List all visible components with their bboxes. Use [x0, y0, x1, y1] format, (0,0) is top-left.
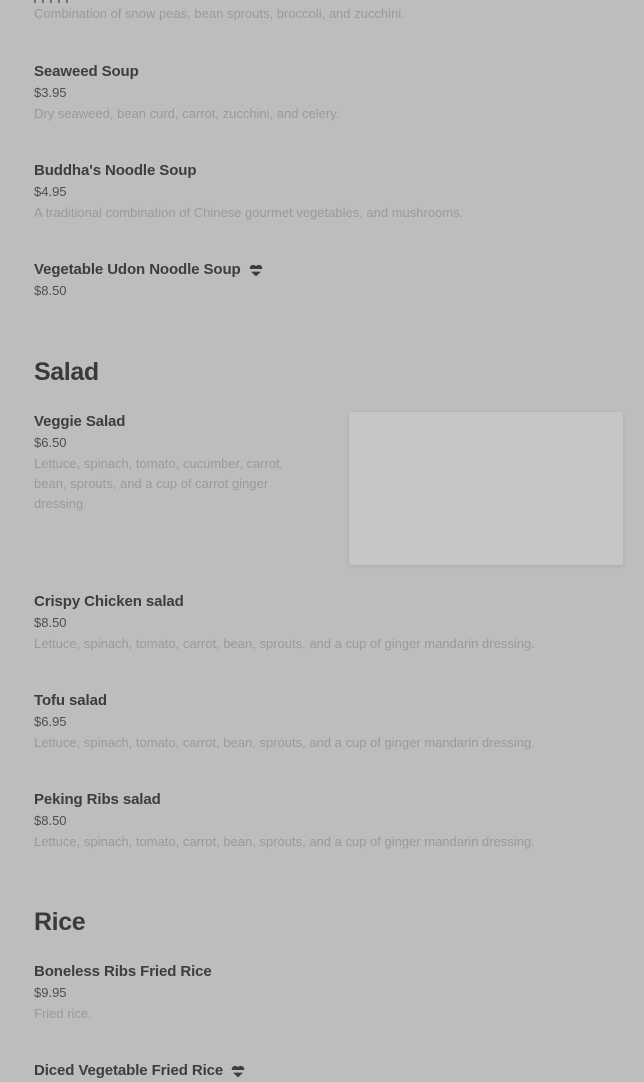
item-description: Dry seaweed, bean curd, carrot, zucchini, and celery. — [34, 106, 340, 121]
clipped-price-fragment — [34, 0, 74, 4]
item-name: Peking Ribs salad — [34, 791, 161, 808]
item-name: Seaweed Soup — [34, 63, 139, 80]
item-description: Lettuce, spinach, tomato, carrot, bean, sprouts, and a cup of ginger mandarin dressing. — [34, 735, 535, 750]
menu-item[interactable] — [34, 691, 623, 753]
menu-item[interactable] — [34, 1061, 623, 1081]
item-price: $6.95 — [34, 714, 67, 729]
item-name: Veggie Salad — [34, 413, 126, 430]
item-price: $8.50 — [34, 283, 67, 298]
menu-item[interactable] — [34, 161, 623, 223]
menu-item[interactable] — [34, 260, 623, 302]
item-description: Lettuce, spinach, tomato, carrot, bean, sprouts, and a cup of ginger mandarin dressing. — [34, 834, 535, 849]
menu-item[interactable] — [34, 790, 623, 852]
item-price: $8.50 — [34, 813, 67, 828]
item-name: Tofu salad — [34, 692, 107, 709]
menu-item[interactable] — [34, 0, 623, 24]
item-price: $8.50 — [34, 615, 67, 630]
menu-item[interactable] — [34, 962, 623, 1024]
item-price: $6.50 — [34, 435, 67, 450]
item-description: Lettuce, spinach, tomato, carrot, bean, sprouts, and a cup of ginger mandarin dressing. — [34, 636, 535, 651]
section-heading: Rice — [34, 908, 86, 936]
popular-heart-icon — [230, 1064, 246, 1079]
menu-item[interactable] — [34, 62, 623, 124]
item-description: A traditional combination of Chinese gourmet vegetables, and mushrooms. — [34, 205, 464, 220]
item-name: Buddha's Noodle Soup — [34, 162, 197, 179]
menu-section-top — [34, 0, 623, 302]
popular-heart-icon — [248, 263, 264, 278]
menu-section-salad — [34, 354, 623, 852]
item-text-column — [34, 412, 306, 514]
item-description: Lettuce, spinach, tomato, cucumber, carrot, bean, sprouts, and a cup of carrot ginger dressing. — [34, 456, 284, 511]
item-name: Vegetable Udon Noodle Soup — [34, 260, 623, 280]
section-heading: Salad — [34, 358, 99, 386]
menu-item[interactable] — [34, 592, 623, 654]
item-description: Fried rice. — [34, 1006, 92, 1021]
item-description: Combination of snow peas, bean sprouts, broccoli, and zucchini. — [34, 6, 405, 21]
item-name: Diced Vegetable Fried Rice — [34, 1061, 623, 1081]
item-price: $3.95 — [34, 85, 67, 100]
menu-item[interactable] — [34, 412, 623, 565]
item-photo-placeholder — [349, 412, 623, 565]
item-name: Crispy Chicken salad — [34, 593, 184, 610]
menu-section-rice — [34, 904, 623, 1081]
item-price: $9.95 — [34, 985, 67, 1000]
item-name: Boneless Ribs Fried Rice — [34, 963, 212, 980]
item-price: $4.95 — [34, 184, 67, 199]
